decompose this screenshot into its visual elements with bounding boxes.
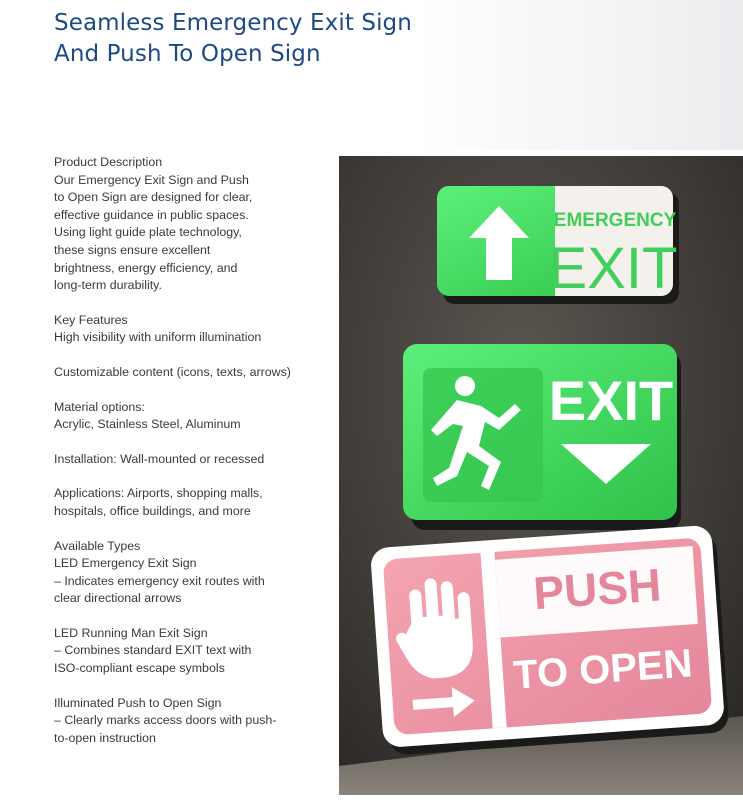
material-label: Material options: xyxy=(54,399,145,414)
signs-illustration xyxy=(339,156,743,795)
type-name: Illuminated Push to Open Sign xyxy=(54,695,222,710)
description-line: effective guidance in public spaces. xyxy=(54,207,249,222)
page-title-line-1: Seamless Emergency Exit Sign xyxy=(54,10,412,36)
applications-value-cont: hospitals, office buildings, and more xyxy=(54,503,251,518)
installation xyxy=(54,451,324,469)
sign3-line1: PUSH xyxy=(531,558,663,620)
description-line: Our Emergency Exit Sign and Push xyxy=(54,172,249,187)
sign3-line2: TO OPEN xyxy=(511,641,694,698)
page-title xyxy=(54,8,412,70)
feature-item: Customizable content (icons, texts, arrows) xyxy=(54,364,291,379)
description-line: to Open Sign are designed for clear, xyxy=(54,190,253,205)
feature-item: High visibility with uniform illumination xyxy=(54,330,262,345)
type-description: to-open instruction xyxy=(54,730,156,745)
applications-label: Applications: xyxy=(54,486,125,501)
sign1-line1: EMERGENCY xyxy=(553,210,677,231)
material-options xyxy=(54,399,324,434)
key-features xyxy=(54,312,324,347)
installation-label: Installation: xyxy=(54,451,117,466)
type-description: clear directional arrows xyxy=(54,591,182,606)
emergency-exit-sign xyxy=(437,186,679,304)
type-name: LED Emergency Exit Sign xyxy=(54,556,197,571)
running-man-exit-sign xyxy=(403,344,681,530)
push-to-open-sign xyxy=(370,525,730,756)
description-line: brightness, energy efficiency, and xyxy=(54,260,238,275)
description-heading: Product Description xyxy=(54,155,163,169)
feature-customizable xyxy=(54,364,324,382)
type-description: – Clearly marks access doors with push- xyxy=(54,713,277,728)
page-title-line-2: And Push To Open Sign xyxy=(54,41,321,67)
product-photo xyxy=(339,156,743,795)
description-line: these signs ensure excellent xyxy=(54,242,211,257)
applications-value: Airports, shopping malls, xyxy=(124,486,263,501)
type-description: ISO-compliant escape symbols xyxy=(54,661,225,676)
installation-value: Wall-mounted or recessed xyxy=(116,451,265,466)
product-description xyxy=(54,154,324,295)
sign1-line2: EXIT xyxy=(548,236,678,301)
type-description: – Combines standard EXIT text with xyxy=(54,643,252,658)
header-shading xyxy=(413,0,743,150)
type-push-to-open xyxy=(54,695,324,748)
type-running-man xyxy=(54,625,324,678)
type-name: LED Running Man Exit Sign xyxy=(54,625,208,640)
features-heading: Key Features xyxy=(54,312,128,327)
description-line: Using light guide plate technology, xyxy=(54,225,242,240)
types-heading: Available Types xyxy=(54,538,141,553)
material-value: Acrylic, Stainless Steel, Aluminum xyxy=(54,417,241,432)
applications xyxy=(54,485,324,520)
available-types xyxy=(54,538,324,608)
product-text-column xyxy=(54,154,324,764)
sign2-text: EXIT xyxy=(548,369,674,432)
description-line: long-term durability. xyxy=(54,278,162,293)
type-description: – Indicates emergency exit routes with xyxy=(54,573,265,588)
